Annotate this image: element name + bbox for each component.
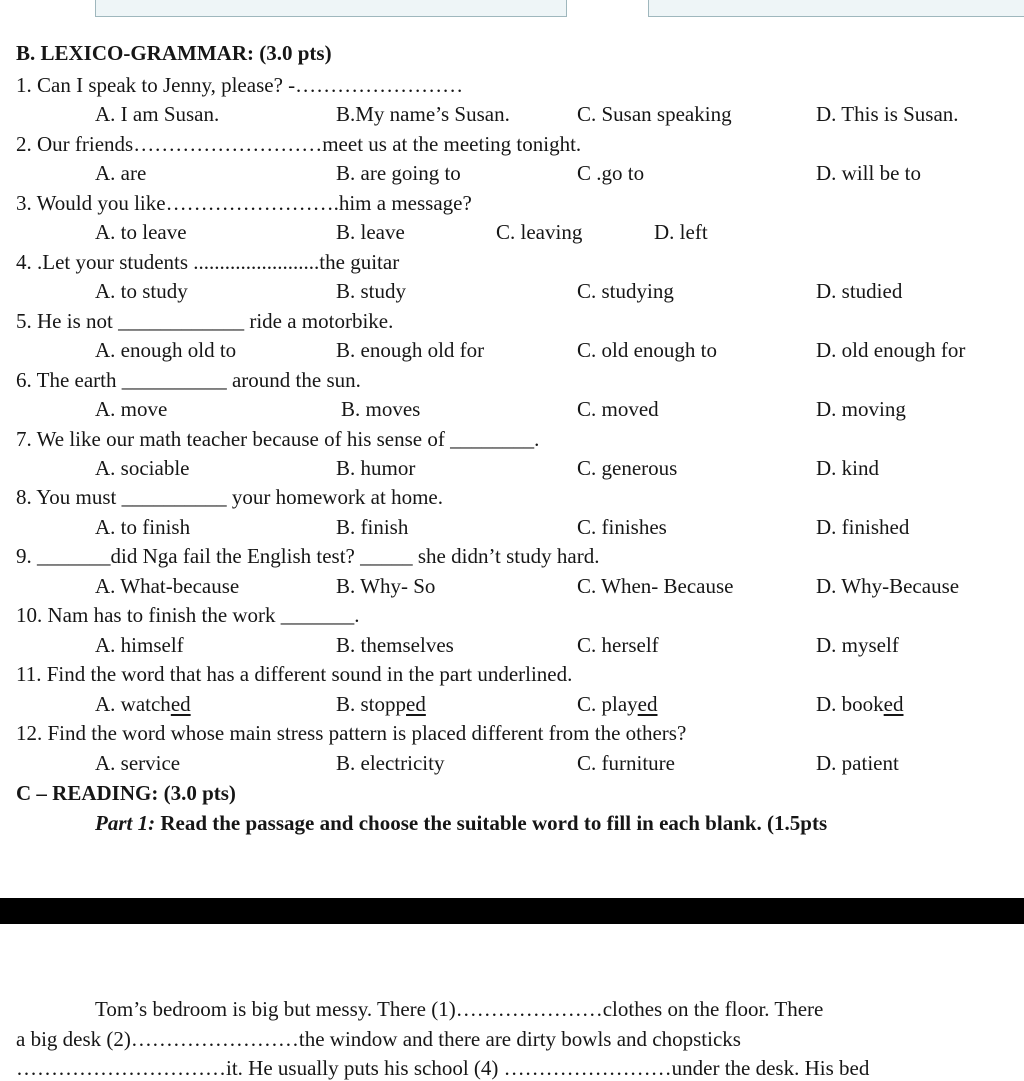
part-text: Read the passage and choose the suitable word to fill in each blank. (1.5pts <box>155 811 828 835</box>
q8-option-d: D. finished <box>816 515 910 539</box>
q11-option-c <box>577 692 658 717</box>
q11-option-a-underlined: ed <box>170 692 191 716</box>
q5-option-d: D. old enough for <box>816 338 966 362</box>
question-5-stem: 5. He is not ____________ ride a motorbike. <box>16 309 394 333</box>
q2-option-a: A. are <box>95 161 147 185</box>
q6-option-b: B. moves <box>341 397 421 421</box>
q7-option-c: C. generous <box>577 456 678 480</box>
q2-option-c: C .go to <box>577 161 645 185</box>
q10-option-b: B. themselves <box>336 633 454 657</box>
q6-option-a: A. move <box>95 397 168 421</box>
q11-option-c-text: C. play <box>577 692 638 716</box>
black-divider-bar <box>0 898 1024 924</box>
q10-option-d: D. myself <box>816 633 899 657</box>
q4-option-d: D. studied <box>816 279 903 303</box>
q5-option-a: A. enough old to <box>95 338 237 362</box>
q9-option-d: D. Why-Because <box>816 574 960 598</box>
q4-option-a: A. to study <box>95 279 188 303</box>
q3-option-a: A. to leave <box>95 220 187 244</box>
q3-option-b: B. leave <box>336 220 405 244</box>
passage-line-1: Tom’s bedroom is big but messy. There (1)…………………clothes on the floor. There <box>95 997 824 1021</box>
q12-option-a: A. service <box>95 751 181 775</box>
q10-option-c: C. herself <box>577 633 659 657</box>
q6-option-c: C. moved <box>577 397 659 421</box>
q10-option-a: A. himself <box>95 633 184 657</box>
q12-option-b: B. electricity <box>336 751 445 775</box>
q11-option-a <box>95 692 191 717</box>
q7-option-a: A. sociable <box>95 456 190 480</box>
q2-option-d: D. will be to <box>816 161 921 185</box>
q11-option-c-underlined: ed <box>637 692 658 716</box>
question-12-stem: 12. Find the word whose main stress pattern is placed different from the others? <box>16 721 687 745</box>
q5-option-c: C. old enough to <box>577 338 717 362</box>
q7-option-d: D. kind <box>816 456 879 480</box>
part-label: Part 1: <box>95 811 156 835</box>
q2-option-b: B. are going to <box>336 161 461 185</box>
question-8-stem: 8. You must __________ your homework at home. <box>16 485 443 509</box>
q4-option-c: C. studying <box>577 279 674 303</box>
reading-part-1-instruction <box>95 811 827 836</box>
question-7-stem: 7. We like our math teacher because of his sense of ________. <box>16 427 540 451</box>
q1-option-c: C. Susan speaking <box>577 102 732 126</box>
q8-option-b: B. finish <box>336 515 409 539</box>
q9-option-c: C. When- Because <box>577 574 734 598</box>
q8-option-a: A. to finish <box>95 515 191 539</box>
q3-option-d: D. left <box>654 220 708 244</box>
q9-option-b: B. Why- So <box>336 574 436 598</box>
q4-option-b: B. study <box>336 279 407 303</box>
q12-option-c: C. furniture <box>577 751 675 775</box>
question-2-stem: 2. Our friends………………………meet us at the meeting tonight. <box>16 132 582 156</box>
q11-option-b-text: B. stopp <box>336 692 407 716</box>
section-b-title: B. LEXICO-GRAMMAR: (3.0 pts) <box>16 41 332 65</box>
question-1-stem: 1. Can I speak to Jenny, please? -…………………… <box>16 73 464 97</box>
q3-option-c: C. leaving <box>496 220 583 244</box>
q1-option-a: A. I am Susan. <box>95 102 220 126</box>
q8-option-c: C. finishes <box>577 515 667 539</box>
q1-option-d: D. This is Susan. <box>816 102 959 126</box>
q12-option-d: D. patient <box>816 751 899 775</box>
question-9-stem: 9. _______did Nga fail the English test? _____ she didn’t study hard. <box>16 544 600 568</box>
top-box-right <box>648 0 1024 17</box>
q1-option-b: B.My name’s Susan. <box>336 102 510 126</box>
question-10-stem: 10. Nam has to finish the work _______. <box>16 603 360 627</box>
top-box-left <box>95 0 567 17</box>
q11-option-b <box>336 692 426 717</box>
question-4-stem: 4. .Let your students ........................the guitar <box>16 250 400 274</box>
q11-option-d-text: D. book <box>816 692 884 716</box>
q6-option-d: D. moving <box>816 397 906 421</box>
q11-option-d-underlined: ed <box>883 692 904 716</box>
q5-option-b: B. enough old for <box>336 338 485 362</box>
q11-option-d <box>816 692 904 717</box>
passage-line-3: …………………………it. He usually puts his school (4) ……………………under the desk. His bed <box>16 1056 870 1080</box>
question-3-stem: 3. Would you like…………………….him a message? <box>16 191 472 215</box>
q11-option-a-text: A. watch <box>95 692 171 716</box>
question-11-stem: 11. Find the word that has a different sound in the part underlined. <box>16 662 573 686</box>
section-c-title: C – READING: (3.0 pts) <box>16 781 236 805</box>
q7-option-b: B. humor <box>336 456 416 480</box>
passage-line-2: a big desk (2)……………………the window and there are dirty bowls and chopsticks <box>16 1027 741 1051</box>
q11-option-b-underlined: ed <box>406 692 426 716</box>
q9-option-a: A. What-because <box>95 574 240 598</box>
question-6-stem: 6. The earth __________ around the sun. <box>16 368 361 392</box>
